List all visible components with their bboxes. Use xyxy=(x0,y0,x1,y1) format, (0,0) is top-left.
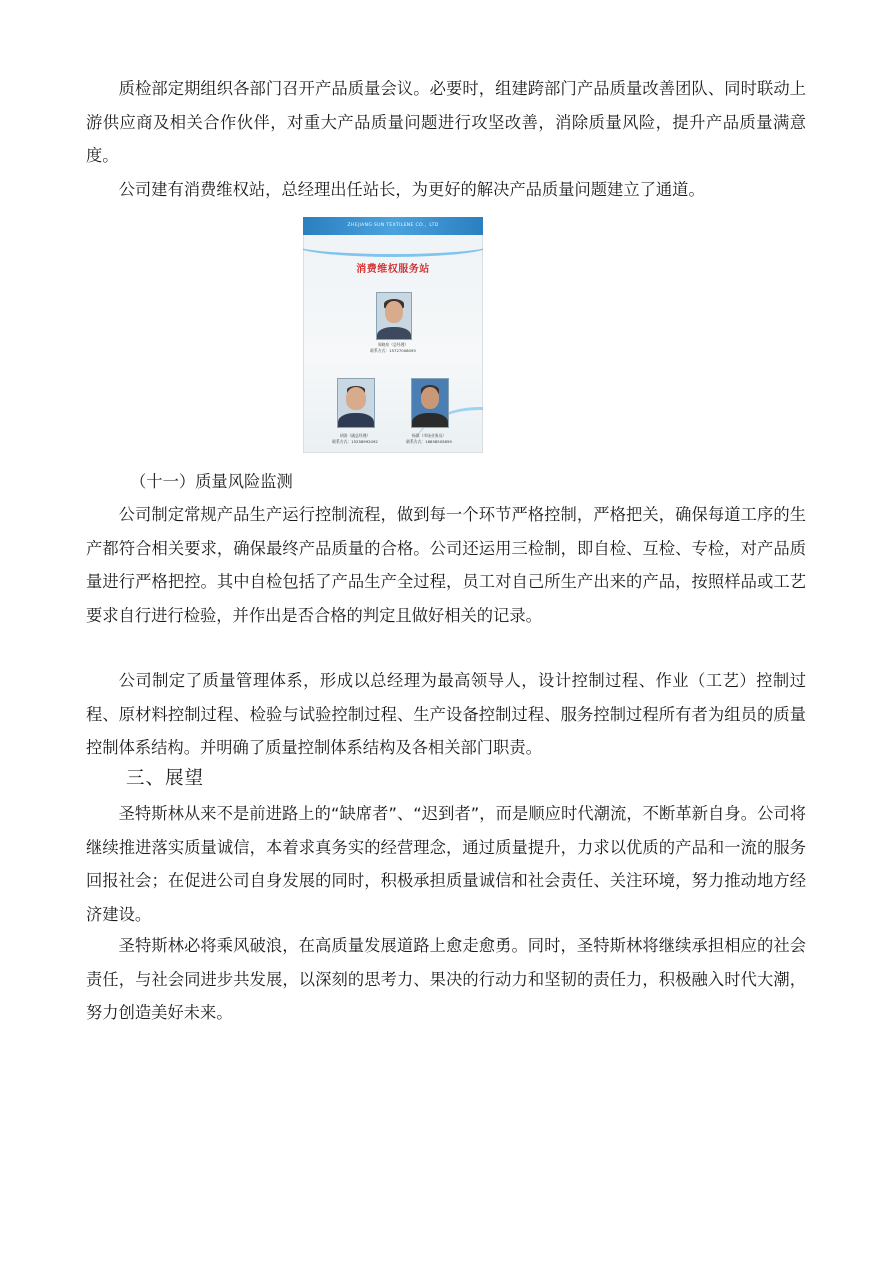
caption-left-name: 胡涛（副总经理） xyxy=(339,433,371,438)
poster-decorative-swoosh xyxy=(303,232,483,257)
section-heading-outlook: 三、展望 xyxy=(126,768,205,789)
caption-left-contact: 联系方式：15258992092 xyxy=(332,439,378,444)
paragraph-outlook-1: 圣特斯林从来不是前进路上的“缺席者”、“迟到者”，而是顺应时代潮流，不断革新自身。公司将继续推进落实质量诚信，本着求真务实的经营理念，通过质量提升，力求以优质的产品和一流的服务回报社会；在促进公司自身发展的同时，积极承担质量诚信和社会责任、关注环境，努力推动地方经济建设。 xyxy=(86,804,806,924)
paragraph-outlook-2: 圣特斯林必将乘风破浪，在高质量发展道路上愈走愈勇。同时，圣特斯林将继续承担相应的社会责任，与社会同进步共发展，以深刻的思考力、果决的行动力和坚韧的责任力，积极融入时代大潮，努力创造美好未来。 xyxy=(86,936,806,1022)
portrait-market-staff xyxy=(411,378,449,428)
consumer-rights-station-photo xyxy=(303,217,483,453)
paragraph-quality-system: 公司制定了质量管理体系，形成以总经理为最高领导人，设计控制过程、作业（工艺）控制过程、原材料控制过程、检验与试验控制过程、生产设备控制过程、服务控制过程所有者为组员的质量控制体系结构。并明确了质量控制体系结构及各相关部门职责。 xyxy=(86,671,806,757)
poster-company-name: ZHEJIANG SUN TEXTILENE CO.，LTD xyxy=(347,223,439,228)
caption-top-name: 周晓泉（总经理） xyxy=(377,342,409,347)
caption-right-name: 杨琪（市场业务员） xyxy=(411,433,447,438)
paragraph-quality-meetings: 质检部定期组织各部门召开产品质量会议。必要时，组建跨部门产品质量改善团队、同时联动上游供应商及相关合作伙伴，对重大产品质量问题进行攻坚改善，消除质量风险，提升产品质量满意度。 xyxy=(86,79,806,165)
heading-quality-risk-monitoring: （十一）质量风险监测 xyxy=(130,472,293,491)
paragraph-production-control: 公司制定常规产品生产运行控制流程，做到每一个环节严格控制，严格把关，确保每道工序的生产都符合相关要求，确保最终产品质量的合格。公司还运用三检制，即自检、互检、专检，对产品质量进行严格把控。其中自检包括了产品生产全过程，员工对自己所生产出来的产品，按照样品或工艺要求自行进行检验，并作出是否合格的判定且做好相关的记录。 xyxy=(86,505,806,625)
paragraph-consumer-station: 公司建有消费维权站，总经理出任站长，为更好的解决产品质量问题建立了通道。 xyxy=(118,180,705,199)
poster-title: 消费维权服务站 xyxy=(356,264,430,275)
caption-right-contact: 联系方式：18858505859 xyxy=(406,439,452,444)
portrait-general-manager xyxy=(376,292,412,340)
caption-top-contact: 联系方式：15727008093 xyxy=(370,348,416,353)
portrait-deputy-manager xyxy=(337,378,375,428)
